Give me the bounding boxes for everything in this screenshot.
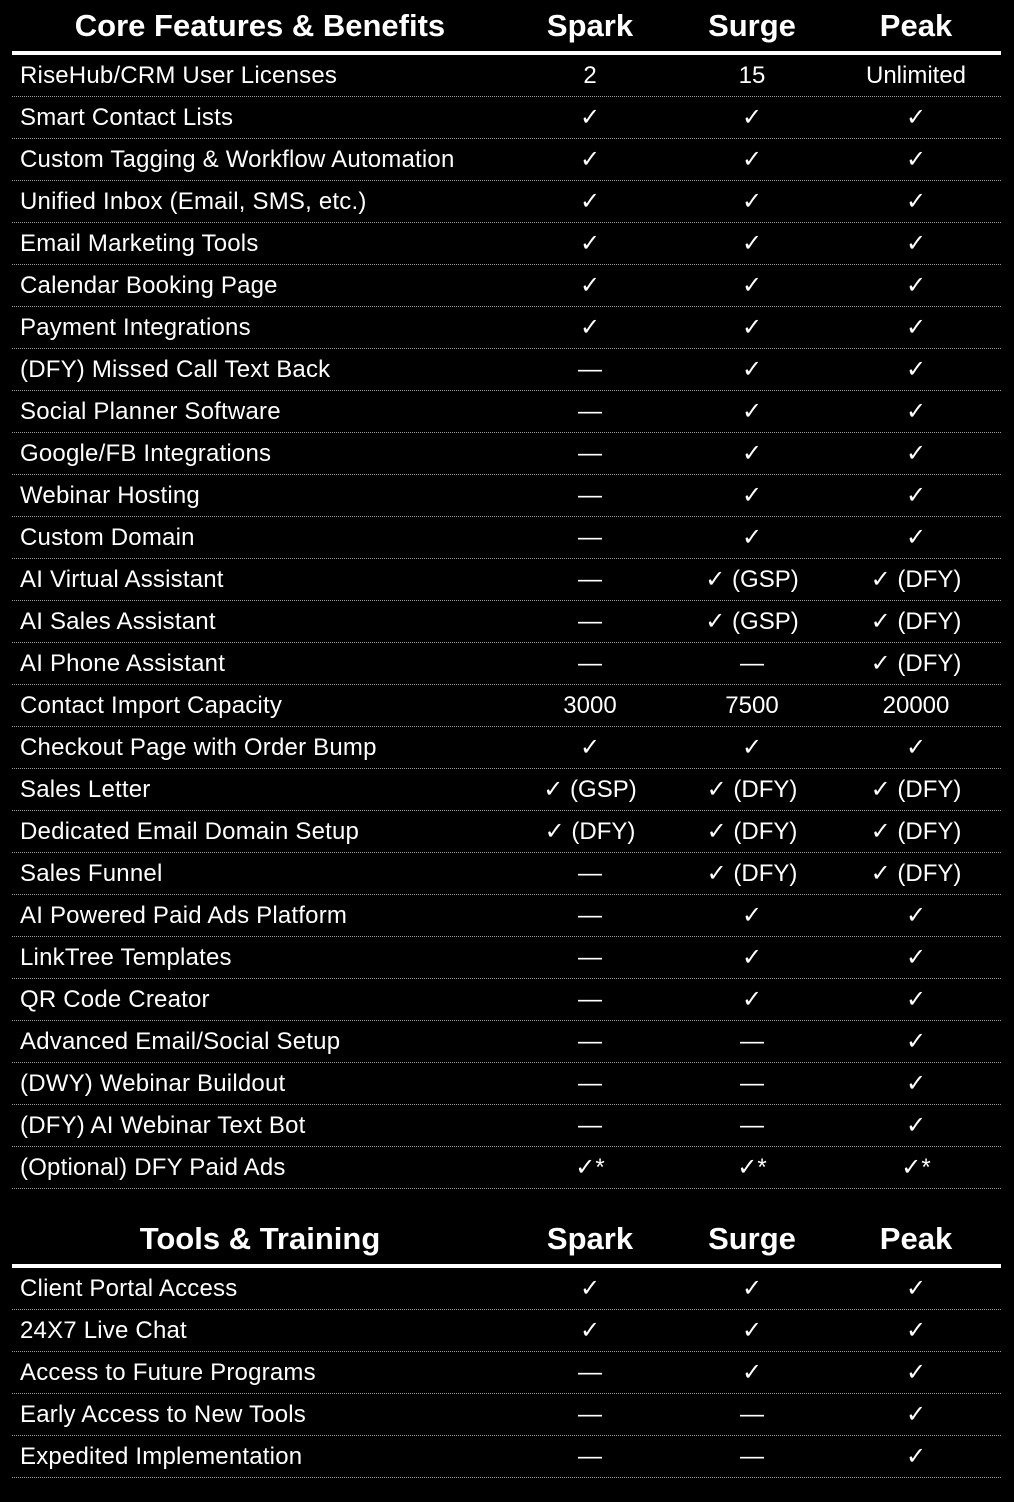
- cell-surge: ✓ (GSP): [705, 608, 799, 635]
- table-row: [12, 265, 1001, 307]
- cell-surge: ✓: [741, 398, 763, 425]
- plan-header-peak: Peak: [879, 7, 953, 43]
- plan-header-surge: Surge: [708, 7, 796, 43]
- feature-label: Early Access to New Tools: [20, 1400, 307, 1428]
- feature-label: RiseHub/CRM User Licenses: [20, 61, 338, 89]
- feature-label: QR Code Creator: [20, 985, 210, 1013]
- cell-surge: ✓: [741, 146, 763, 173]
- feature-label: (DWY) Webinar Buildout: [20, 1069, 286, 1097]
- cell-peak: ✓: [905, 314, 927, 341]
- table-row: [12, 307, 1001, 349]
- cell-spark: —: [578, 397, 602, 425]
- tools-training-title: Tools & Training: [139, 1220, 381, 1256]
- cell-spark: ✓ (GSP): [543, 776, 637, 803]
- cell-peak: ✓: [905, 734, 927, 761]
- feature-label: Sales Funnel: [20, 859, 163, 887]
- cell-surge: ✓: [741, 314, 763, 341]
- feature-label: (Optional) DFY Paid Ads: [20, 1153, 286, 1181]
- cell-surge: ✓ (GSP): [705, 566, 799, 593]
- cell-spark: ✓: [579, 1317, 601, 1344]
- cell-spark: —: [578, 1358, 602, 1386]
- cell-spark: ✓: [579, 104, 601, 131]
- feature-label: AI Powered Paid Ads Platform: [20, 901, 348, 929]
- feature-label: Smart Contact Lists: [20, 103, 234, 131]
- feature-label: Webinar Hosting: [20, 481, 200, 509]
- table-row: [12, 685, 1001, 727]
- table-row: [12, 1310, 1001, 1352]
- cell-peak: ✓: [905, 482, 927, 509]
- feature-label: Payment Integrations: [20, 313, 251, 341]
- feature-label: (DFY) AI Webinar Text Bot: [20, 1111, 306, 1139]
- cell-surge: ✓: [741, 188, 763, 215]
- cell-spark: ✓: [579, 272, 601, 299]
- plan-header-surge: Surge: [708, 1220, 796, 1256]
- cell-spark: —: [578, 943, 602, 971]
- cell-surge: —: [740, 1442, 764, 1470]
- feature-label: Expedited Implementation: [20, 1442, 303, 1470]
- cell-spark: 3000: [563, 691, 617, 719]
- cell-peak: ✓*: [901, 1154, 931, 1181]
- cell-spark: —: [578, 565, 602, 593]
- cell-peak: ✓ (DFY): [870, 608, 962, 635]
- cell-spark: ✓: [579, 314, 601, 341]
- table-row: [12, 937, 1001, 979]
- table-row: [12, 559, 1001, 601]
- cell-peak: ✓: [905, 272, 927, 299]
- cell-surge: ✓ (DFY): [706, 776, 798, 803]
- core-features-table: [12, 0, 1001, 1189]
- cell-peak: ✓: [905, 902, 927, 929]
- feature-label: Access to Future Programs: [20, 1358, 316, 1386]
- feature-label: Sales Letter: [20, 775, 151, 803]
- cell-spark: —: [578, 523, 602, 551]
- cell-peak: ✓: [905, 146, 927, 173]
- table-row: [12, 1352, 1001, 1394]
- cell-surge: ✓: [741, 1359, 763, 1386]
- cell-surge: —: [740, 649, 764, 677]
- feature-label: Social Planner Software: [20, 397, 281, 425]
- cell-peak: ✓: [905, 1443, 927, 1470]
- cell-surge: ✓: [741, 1317, 763, 1344]
- cell-peak: ✓: [905, 398, 927, 425]
- cell-peak: ✓ (DFY): [870, 860, 962, 887]
- table-row: [12, 97, 1001, 139]
- cell-surge: ✓: [741, 944, 763, 971]
- table-row: [12, 1436, 1001, 1478]
- table-row: [12, 601, 1001, 643]
- feature-label: LinkTree Templates: [20, 943, 232, 971]
- cell-peak: 20000: [882, 691, 950, 719]
- cell-peak: ✓: [905, 188, 927, 215]
- table-row: [12, 1394, 1001, 1436]
- cell-peak: ✓: [905, 524, 927, 551]
- cell-surge: ✓: [741, 734, 763, 761]
- cell-peak: ✓: [905, 1028, 927, 1055]
- cell-surge: ✓: [741, 986, 763, 1013]
- table-row: [12, 349, 1001, 391]
- cell-spark: ✓*: [575, 1154, 605, 1181]
- cell-spark: ✓: [579, 188, 601, 215]
- table-row: [12, 139, 1001, 181]
- cell-surge: ✓ (DFY): [706, 860, 798, 887]
- feature-label: Email Marketing Tools: [20, 229, 259, 257]
- cell-spark: —: [578, 985, 602, 1013]
- cell-surge: ✓: [741, 524, 763, 551]
- cell-surge: —: [740, 1027, 764, 1055]
- feature-label: Custom Tagging & Workflow Automation: [20, 145, 455, 173]
- cell-surge: —: [740, 1400, 764, 1428]
- cell-spark: —: [578, 1400, 602, 1428]
- cell-spark: —: [578, 439, 602, 467]
- cell-peak: ✓: [905, 440, 927, 467]
- feature-label: Contact Import Capacity: [20, 691, 283, 719]
- feature-label: Calendar Booking Page: [20, 271, 278, 299]
- plan-header-spark: Spark: [546, 1220, 634, 1256]
- cell-surge: —: [740, 1111, 764, 1139]
- table-row: [12, 811, 1001, 853]
- cell-peak: Unlimited: [865, 61, 967, 89]
- table-row: [12, 1105, 1001, 1147]
- cell-peak: ✓ (DFY): [870, 776, 962, 803]
- cell-peak: ✓: [905, 1359, 927, 1386]
- tools-training-table: [12, 1213, 1001, 1478]
- cell-spark: ✓ (DFY): [544, 818, 636, 845]
- cell-peak: ✓: [905, 104, 927, 131]
- cell-spark: —: [578, 355, 602, 383]
- core-features-rows: [12, 55, 1001, 1189]
- cell-peak: ✓ (DFY): [870, 818, 962, 845]
- cell-surge: 15: [738, 61, 766, 89]
- cell-peak: ✓ (DFY): [870, 650, 962, 677]
- cell-peak: ✓ (DFY): [870, 566, 962, 593]
- cell-surge: ✓: [741, 230, 763, 257]
- feature-label: AI Phone Assistant: [20, 649, 226, 677]
- plan-header-spark: Spark: [546, 7, 634, 43]
- cell-surge: 7500: [725, 691, 779, 719]
- table-row: [12, 1268, 1001, 1310]
- table-row: [12, 979, 1001, 1021]
- feature-label: Advanced Email/Social Setup: [20, 1027, 341, 1055]
- feature-label: Google/FB Integrations: [20, 439, 272, 467]
- cell-spark: —: [578, 649, 602, 677]
- table-row: [12, 475, 1001, 517]
- table-row: [12, 727, 1001, 769]
- cell-peak: ✓: [905, 1070, 927, 1097]
- cell-peak: ✓: [905, 356, 927, 383]
- tools-training-rows: [12, 1268, 1001, 1478]
- cell-surge: ✓: [741, 104, 763, 131]
- cell-spark: ✓: [579, 230, 601, 257]
- feature-label: Dedicated Email Domain Setup: [20, 817, 360, 845]
- cell-spark: —: [578, 481, 602, 509]
- cell-spark: ✓: [579, 146, 601, 173]
- table-row: [12, 1021, 1001, 1063]
- feature-label: Client Portal Access: [20, 1274, 238, 1302]
- cell-surge: ✓: [741, 1275, 763, 1302]
- cell-spark: ✓: [579, 734, 601, 761]
- cell-surge: ✓: [741, 356, 763, 383]
- table-row: [12, 895, 1001, 937]
- cell-spark: —: [578, 1442, 602, 1470]
- feature-label: Unified Inbox (Email, SMS, etc.): [20, 187, 367, 215]
- cell-spark: —: [578, 1027, 602, 1055]
- cell-spark: —: [578, 901, 602, 929]
- tools-training-header: [12, 1213, 1001, 1268]
- cell-surge: ✓: [741, 902, 763, 929]
- table-row: [12, 1063, 1001, 1105]
- cell-surge: ✓*: [737, 1154, 767, 1181]
- core-features-title: Core Features & Benefits: [74, 7, 446, 43]
- cell-peak: ✓: [905, 230, 927, 257]
- cell-peak: ✓: [905, 1401, 927, 1428]
- cell-surge: ✓: [741, 272, 763, 299]
- feature-label: AI Virtual Assistant: [20, 565, 224, 593]
- cell-spark: 2: [583, 61, 597, 89]
- cell-peak: ✓: [905, 1317, 927, 1344]
- table-row: [12, 643, 1001, 685]
- cell-peak: ✓: [905, 1275, 927, 1302]
- table-row: [12, 517, 1001, 559]
- cell-spark: ✓: [579, 1275, 601, 1302]
- feature-label: Checkout Page with Order Bump: [20, 733, 377, 761]
- cell-spark: —: [578, 859, 602, 887]
- table-row: [12, 853, 1001, 895]
- table-row: [12, 1147, 1001, 1189]
- table-row: [12, 391, 1001, 433]
- feature-label: 24X7 Live Chat: [20, 1316, 187, 1344]
- cell-surge: ✓: [741, 440, 763, 467]
- cell-spark: —: [578, 1069, 602, 1097]
- cell-peak: ✓: [905, 944, 927, 971]
- cell-surge: ✓ (DFY): [706, 818, 798, 845]
- cell-surge: ✓: [741, 482, 763, 509]
- feature-label: Custom Domain: [20, 523, 195, 551]
- table-row: [12, 55, 1001, 97]
- cell-surge: —: [740, 1069, 764, 1097]
- feature-label: (DFY) Missed Call Text Back: [20, 355, 331, 383]
- cell-spark: —: [578, 1111, 602, 1139]
- table-row: [12, 769, 1001, 811]
- core-features-header: [12, 0, 1001, 55]
- cell-spark: —: [578, 607, 602, 635]
- feature-label: AI Sales Assistant: [20, 607, 216, 635]
- table-row: [12, 223, 1001, 265]
- plan-header-peak: Peak: [879, 1220, 953, 1256]
- cell-peak: ✓: [905, 986, 927, 1013]
- cell-peak: ✓: [905, 1112, 927, 1139]
- table-row: [12, 433, 1001, 475]
- table-row: [12, 181, 1001, 223]
